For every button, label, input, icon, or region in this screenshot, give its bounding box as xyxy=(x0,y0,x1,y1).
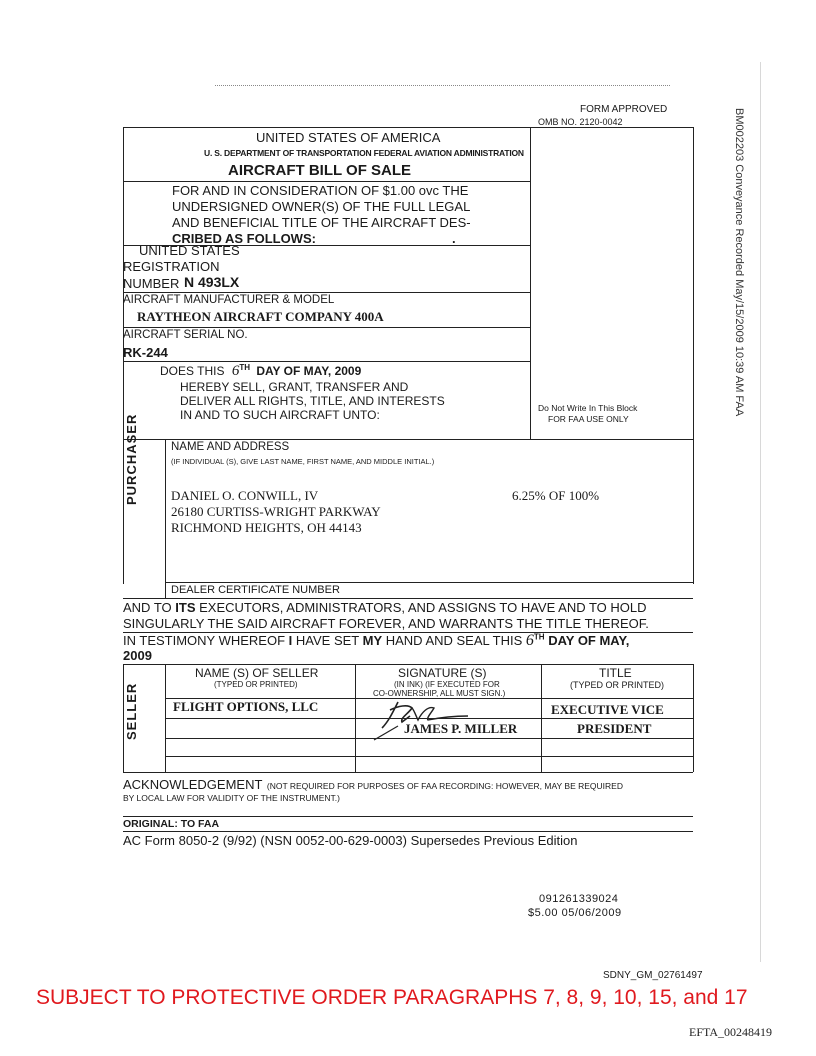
seller-top-border xyxy=(123,664,693,665)
omb-number: OMB NO. 2120-0042 xyxy=(538,117,623,127)
purchaser-label-divider xyxy=(165,439,166,584)
signature-stroke-1 xyxy=(382,702,412,728)
faa-block-note-1: Do Not Write In This Block xyxy=(538,403,638,413)
faa-block-divider xyxy=(530,127,531,439)
efta-number: EFTA_00248419 xyxy=(689,1025,773,1039)
purchaser-city: RICHMOND HEIGHTS, OH 44143 xyxy=(171,520,362,535)
form-approved-label: FORM APPROVED xyxy=(580,104,668,115)
registration-divider xyxy=(123,292,530,293)
seller-side-label: SELLER xyxy=(124,682,139,740)
manufacturer-divider xyxy=(123,327,530,328)
serial-divider xyxy=(123,361,530,362)
purchaser-side-label: PURCHASER xyxy=(124,413,139,505)
transfer-line-2: HEREBY SELL, GRANT, TRANSFER AND xyxy=(180,380,409,394)
faa-block-note-2: FOR FAA USE ONLY xyxy=(548,414,629,424)
seller-col1-head: NAME (S) OF SELLER xyxy=(195,666,319,680)
registration-label-1: UNITED STATES xyxy=(139,243,240,258)
purchaser-name: DANIEL O. CONWILL, IV xyxy=(171,488,319,503)
bates-number: SDNY_GM_02761497 xyxy=(603,970,703,981)
seller-col2-head: SIGNATURE (S) xyxy=(398,666,487,680)
original-bottom-line xyxy=(123,831,693,832)
consideration-line-2: UNDERSIGNED OWNER(S) OF THE FULL LEGAL xyxy=(172,199,471,214)
seller-col2-sub2: CO-OWNERSHIP, ALL MUST SIGN.) xyxy=(373,689,506,698)
title-divider xyxy=(123,181,530,182)
consideration-dot: . xyxy=(452,231,456,246)
seller-title-line-2: PRESIDENT xyxy=(577,721,652,736)
protective-order-notice: SUBJECT TO PROTECTIVE ORDER PARAGRAPHS 7, 8, 9, 10, 15, and 17 xyxy=(36,986,748,1009)
seller-title-line-1: EXECUTIVE VICE xyxy=(551,702,664,717)
manufacturer-value: RAYTHEON AIRCRAFT COMPANY 400A xyxy=(137,309,384,324)
seller-signer-name: JAMES P. MILLER xyxy=(404,721,518,736)
receipt-number: 091261339024 xyxy=(539,893,619,905)
acknowledgement-line xyxy=(123,776,623,794)
warranty-line-2: SINGULARLY THE SAID AIRCRAFT FOREVER, AND WARRANTS THE TITLE THEREOF. xyxy=(123,616,649,631)
does-this-text: DOES THIS xyxy=(160,364,225,378)
conveyance-recorded-stamp: BM002203 Conveyance Recorded May/15/2009 10:39 AM FAA xyxy=(733,108,745,417)
seller-col1-sub: (TYPED OR PRINTED) xyxy=(214,680,298,689)
registration-number: N 493LX xyxy=(184,274,240,290)
form-top-border xyxy=(123,127,693,128)
testimony-day-suffix: TH xyxy=(533,632,545,642)
scan-top-line xyxy=(215,85,670,86)
page-title: AIRCRAFT BILL OF SALE xyxy=(228,162,412,179)
testimony-text-a: IN TESTIMONY WHEREOF xyxy=(123,633,289,648)
transfer-day-month: DAY OF MAY, 2009 xyxy=(256,364,362,378)
testimony-day-month: DAY OF MAY, xyxy=(548,633,630,648)
seller-col3-sub: (TYPED OR PRINTED) xyxy=(570,680,665,690)
dealer-certificate-label: DEALER CERTIFICATE NUMBER xyxy=(171,584,340,596)
transfer-line-1 xyxy=(160,363,361,380)
testimony-text-c: HAVE SET xyxy=(292,633,363,648)
serial-label: AIRCRAFT SERIAL NO. xyxy=(123,329,248,341)
testimony-i: I xyxy=(288,633,293,648)
purchaser-share: 6.25% OF 100% xyxy=(512,488,600,503)
transfer-day-suffix: TH xyxy=(239,363,250,372)
transfer-line-4: IN AND TO SUCH AIRCRAFT UNTO: xyxy=(180,408,380,422)
purchaser-name-note: (IF INDIVIDUAL (S), GIVE LAST NAME, FIRST NAME, AND MIDDLE INITIAL.) xyxy=(171,457,435,466)
warranty-line-1 xyxy=(123,600,647,615)
handwritten-signature xyxy=(368,696,478,742)
transfer-day-handwritten: 6 xyxy=(231,363,240,379)
original-top-line xyxy=(123,816,693,817)
acknowledgement-label: ACKNOWLEDGEMENT xyxy=(123,777,263,792)
seller-row-3-divider xyxy=(165,756,693,757)
serial-value: RK-244 xyxy=(123,345,168,360)
consideration-line-4: CRIBED AS FOLLOWS: xyxy=(172,231,316,246)
dealer-left-border xyxy=(165,582,166,598)
testimony-my: MY xyxy=(362,633,383,648)
acknowledgement-note-1: (NOT REQUIRED FOR PURPOSES OF FAA RECORDING: HOWEVER, MAY BE REQUIRED xyxy=(266,781,623,791)
scan-right-edge xyxy=(760,62,761,962)
form-number: AC Form 8050-2 (9/92) (NSN 0052-00-629-0003) Supersedes Previous Edition xyxy=(123,833,578,848)
seller-bottom-border xyxy=(123,772,693,773)
purchaser-right-border xyxy=(693,439,694,584)
testimony-year: 2009 xyxy=(123,648,152,663)
registration-label-2: REGISTRATION xyxy=(123,259,220,274)
dealer-divider xyxy=(165,582,693,583)
warranty-text-c: EXECUTORS, ADMINISTRATORS, AND ASSIGNS TO HAVE AND TO HOLD xyxy=(195,600,647,615)
country-heading: UNITED STATES OF AMERICA xyxy=(256,130,441,145)
purchaser-street: 26180 CURTISS-WRIGHT PARKWAY xyxy=(171,504,381,519)
receipt-fee-date: $5.00 05/06/2009 xyxy=(528,907,622,919)
signature-stroke-2 xyxy=(412,708,468,720)
seller-col3-head: TITLE xyxy=(599,666,632,680)
top-section-bottom-border xyxy=(123,439,693,440)
registration-label-3: NUMBER xyxy=(123,276,180,291)
purchaser-bottom-border xyxy=(123,598,693,599)
consideration-line-3: AND BENEFICIAL TITLE OF THE AIRCRAFT DES- xyxy=(172,215,471,230)
testimony-text-e: HAND AND SEAL THIS xyxy=(382,633,523,648)
seller-name: FLIGHT OPTIONS, LLC xyxy=(173,699,319,714)
consideration-line-1: FOR AND IN CONSIDERATION OF $1.00 ovc THE xyxy=(172,183,469,198)
transfer-line-3: DELIVER ALL RIGHTS, TITLE, AND INTERESTS xyxy=(180,394,445,408)
testimony-day-handwritten: 6 xyxy=(525,632,534,649)
original-to-faa: ORIGINAL: TO FAA xyxy=(123,818,220,830)
manufacturer-label: AIRCRAFT MANUFACTURER & MODEL xyxy=(123,294,335,306)
seller-col2-sub1: (IN INK) (IF EXECUTED FOR xyxy=(394,680,500,689)
form-right-border xyxy=(693,127,694,439)
acknowledgement-note-2: BY LOCAL LAW FOR VALIDITY OF THE INSTRUMENT.) xyxy=(123,793,340,803)
warranty-text-a: AND TO xyxy=(123,600,176,615)
department-heading: U. S. DEPARTMENT OF TRANSPORTATION FEDERAL AVIATION ADMINISTRATION xyxy=(204,148,524,158)
warranty-its: ITS xyxy=(175,600,196,615)
seller-right-border xyxy=(693,664,694,772)
signature-stroke-3 xyxy=(374,726,398,740)
purchaser-name-label: NAME AND ADDRESS xyxy=(171,441,290,453)
testimony-line xyxy=(123,632,629,650)
